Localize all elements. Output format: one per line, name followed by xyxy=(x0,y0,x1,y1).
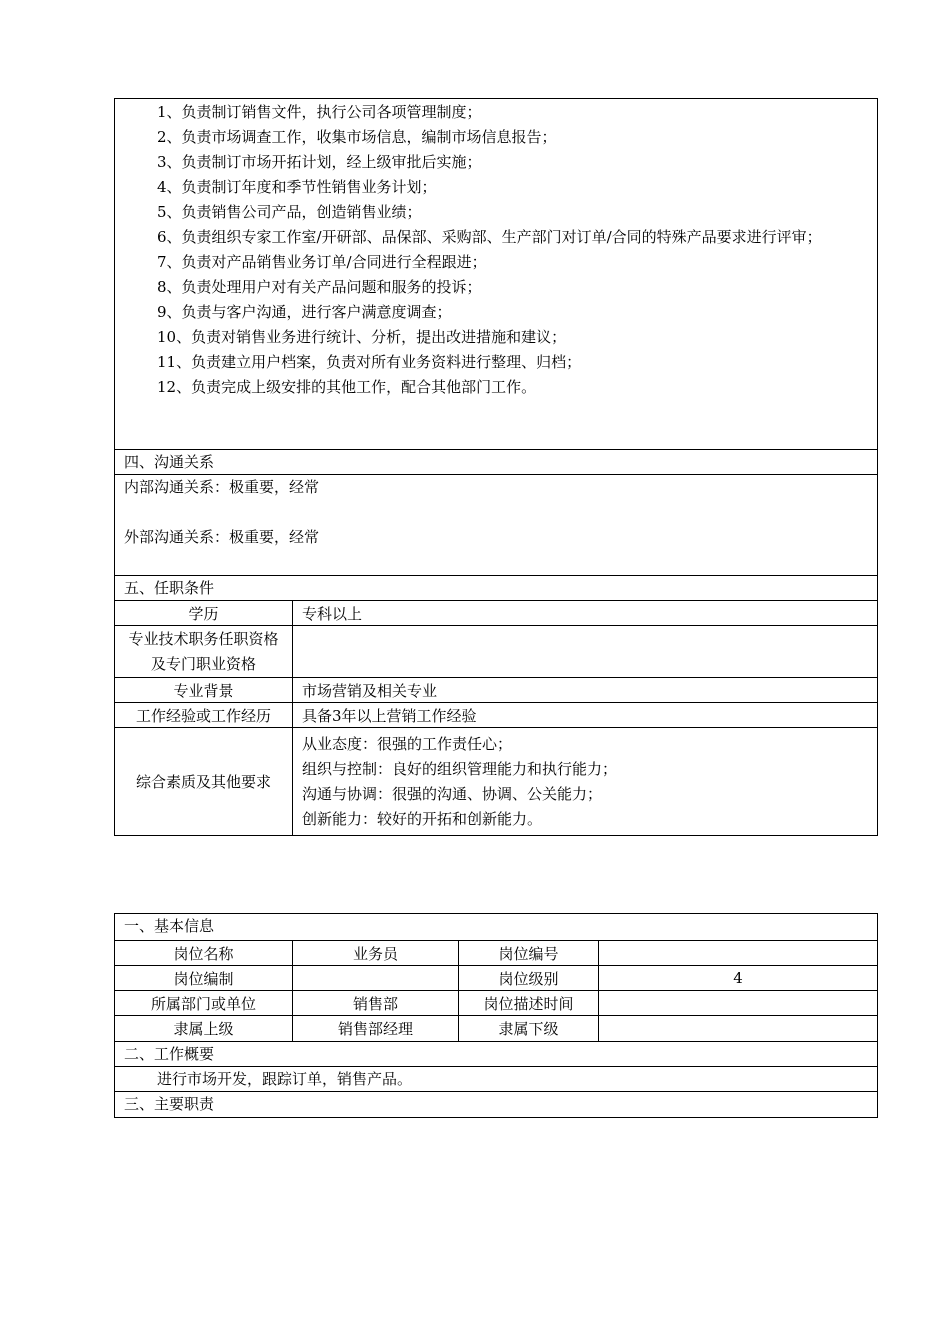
basic-info-value xyxy=(598,941,877,965)
basic-info-row xyxy=(115,965,877,990)
basic-info-label: 岗位编制 xyxy=(173,969,234,988)
qualification-label: 专业技术职务任职资格及专门职业资格 xyxy=(128,629,279,673)
overview-section-title: 二、工作概要 xyxy=(115,1041,877,1066)
basic-info-value: 业务员 xyxy=(292,941,458,965)
basic-info-label: 隶属下级 xyxy=(458,1016,598,1041)
qualification-row-background xyxy=(115,677,877,702)
duties-section xyxy=(115,99,877,449)
duty-item: 2、负责市场调查工作，收集市场信息，编制市场信息报告； xyxy=(157,128,557,146)
qualification-value: 具备3年以上营销工作经验 xyxy=(292,703,877,727)
qualification-row-experience xyxy=(115,702,877,727)
basic-info-row xyxy=(115,940,877,965)
qualification-value: 市场营销及相关专业 xyxy=(292,678,877,702)
qualification-row-education xyxy=(115,600,877,625)
basic-info-row xyxy=(115,1015,877,1041)
duty-item: 9、负责与客户沟通，进行客户满意度调查； xyxy=(157,303,452,321)
basic-info-value xyxy=(598,1016,877,1041)
quality-line: 创新能力：较好的开拓和创新能力。 xyxy=(302,809,543,828)
duty-item: 12、负责完成上级安排的其他工作，配合其他部门工作。 xyxy=(157,378,537,396)
main-duties-section-title: 三、主要职责 xyxy=(115,1091,877,1117)
basic-info-label: 所属部门或单位 xyxy=(150,994,256,1013)
duty-item: 8、负责处理用户对有关产品问题和服务的投诉； xyxy=(157,278,482,296)
qualification-row-certification xyxy=(115,625,877,677)
qualification-value: 专科以上 xyxy=(292,601,877,625)
quality-requirements xyxy=(292,728,877,835)
duty-item: 3、负责制订市场开拓计划，经上级审批后实施； xyxy=(157,153,482,171)
basic-info-label: 岗位编号 xyxy=(458,941,598,965)
quality-line: 组织与控制：良好的组织管理能力和执行能力； xyxy=(302,759,618,778)
duty-item: 1、负责制订销售文件，执行公司各项管理制度； xyxy=(157,103,482,121)
duty-item: 11、负责建立用户档案，负责对所有业务资料进行整理、归档； xyxy=(157,353,582,371)
communication-section xyxy=(115,474,877,575)
qualification-label: 专业背景 xyxy=(173,681,234,700)
duty-item: 6、负责组织专家工作室/开研部、品保部、采购部、生产部门对订单/合同的特殊产品要求进行评审； xyxy=(157,228,822,246)
job-description-table xyxy=(114,913,878,1118)
basic-info-label: 岗位名称 xyxy=(173,944,234,963)
qualification-row-quality xyxy=(115,727,877,835)
qualification-label: 工作经验或工作经历 xyxy=(135,706,271,725)
communication-section-title: 四、沟通关系 xyxy=(115,449,877,474)
qualification-label: 学历 xyxy=(188,604,219,623)
qualifications-section-title: 五、任职条件 xyxy=(115,575,877,600)
basic-info-label: 隶属上级 xyxy=(173,1020,234,1038)
external-communication: 外部沟通关系：极重要，经常 xyxy=(124,528,320,546)
internal-communication: 内部沟通关系：极重要，经常 xyxy=(124,478,320,496)
duty-item: 4、负责制订年度和季节性销售业务计划； xyxy=(157,178,437,196)
basic-info-value: 4 xyxy=(598,966,877,990)
quality-line: 沟通与协调：很强的沟通、协调、公关能力； xyxy=(302,784,603,803)
basic-info-section-title: 一、基本信息 xyxy=(124,917,215,935)
duty-item: 7、负责对产品销售业务订单/合同进行全程跟进； xyxy=(157,253,487,271)
duty-item: 5、负责销售公司产品，创造销售业绩； xyxy=(157,203,422,221)
basic-info-label: 岗位级别 xyxy=(458,966,598,990)
duty-item: 10、负责对销售业务进行统计、分析，提出改进措施和建议； xyxy=(157,328,567,346)
quality-line: 从业态度：很强的工作责任心； xyxy=(302,734,513,753)
basic-info-value: 销售部经理 xyxy=(292,1016,458,1041)
qualification-value xyxy=(292,626,877,677)
basic-info-value xyxy=(292,966,458,990)
overview-text: 进行市场开发，跟踪订单，销售产品。 xyxy=(115,1066,877,1091)
job-description-table-continued xyxy=(114,98,878,836)
qualification-label: 综合素质及其他要求 xyxy=(135,773,271,791)
basic-info-value xyxy=(598,991,877,1015)
basic-info-label: 岗位描述时间 xyxy=(458,991,598,1015)
basic-info-value: 销售部 xyxy=(292,991,458,1015)
basic-info-row xyxy=(115,990,877,1015)
